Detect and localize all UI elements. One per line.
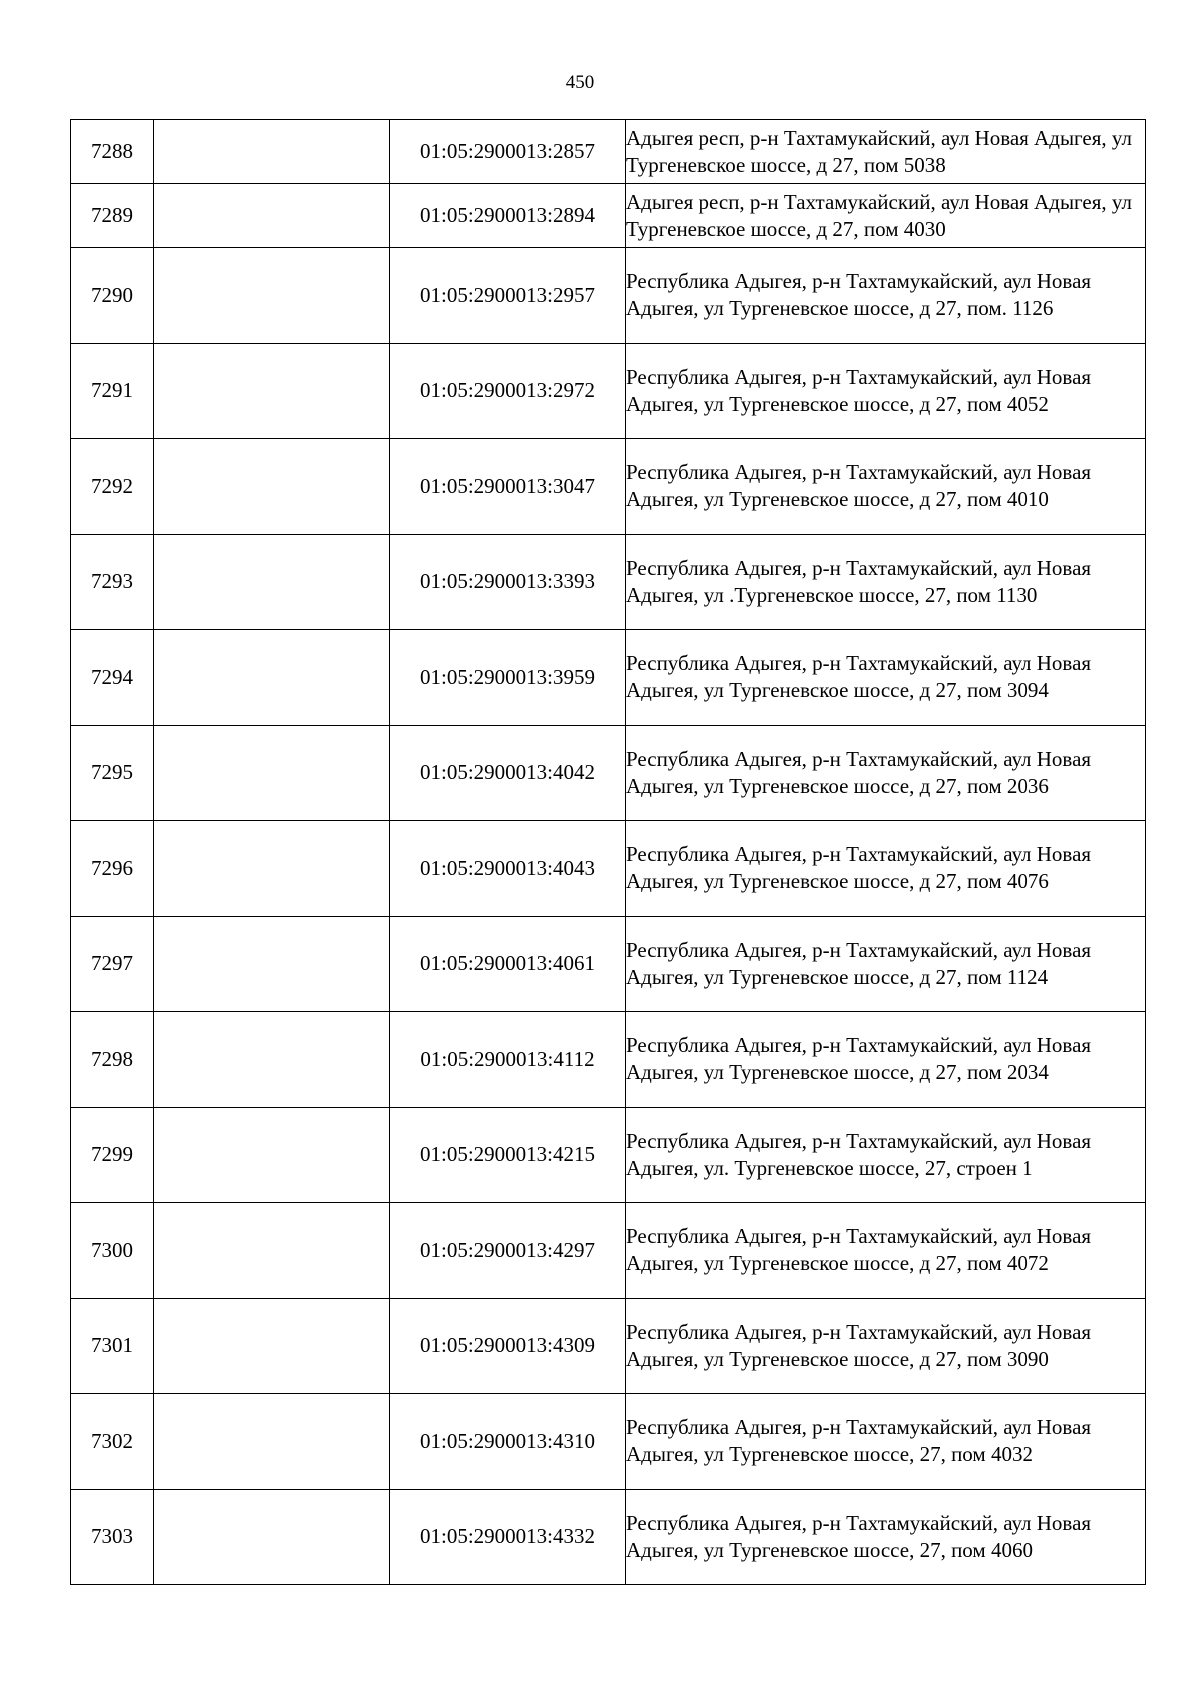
cadastral-number: 01:05:2900013:4332 <box>390 1489 626 1585</box>
cadastral-number: 01:05:2900013:4309 <box>390 1298 626 1394</box>
address: Адыгея респ, р-н Тахтамукайский, аул Новая Адыгея, ул Тургеневское шоссе, д 27, пом 4030 <box>626 184 1146 248</box>
address: Республика Адыгея, р-н Тахтамукайский, аул Новая Адыгея, ул Тургеневское шоссе, д 27, пом 4010 <box>626 439 1146 535</box>
address: Республика Адыгея, р-н Тахтамукайский, аул Новая Адыгея, ул Тургеневское шоссе, 27, пом 4032 <box>626 1394 1146 1490</box>
empty-cell <box>154 439 390 535</box>
table-row <box>71 821 1146 917</box>
table-row <box>71 184 1146 248</box>
row-number: 7295 <box>71 725 154 821</box>
empty-cell <box>154 1012 390 1108</box>
address: Республика Адыгея, р-н Тахтамукайский, аул Новая Адыгея, ул Тургеневское шоссе, д 27, пом 4072 <box>626 1203 1146 1299</box>
row-number: 7300 <box>71 1203 154 1299</box>
property-table <box>70 119 1146 1585</box>
address: Республика Адыгея, р-н Тахтамукайский, аул Новая Адыгея, ул Тургеневское шоссе, д 27, пом. 1126 <box>626 248 1146 344</box>
address: Республика Адыгея, р-н Тахтамукайский, аул Новая Адыгея, ул Тургеневское шоссе, д 27, пом 3094 <box>626 630 1146 726</box>
address: Республика Адыгея, р-н Тахтамукайский, аул Новая Адыгея, ул Тургеневское шоссе, д 27, пом 4076 <box>626 821 1146 917</box>
table-row <box>71 1012 1146 1108</box>
row-number: 7289 <box>71 184 154 248</box>
page-number: 450 <box>565 72 595 93</box>
table-row <box>71 1489 1146 1585</box>
table-row <box>71 1298 1146 1394</box>
table-row <box>71 439 1146 535</box>
address: Адыгея респ, р-н Тахтамукайский, аул Новая Адыгея, ул Тургеневское шоссе, д 27, пом 5038 <box>626 120 1146 184</box>
cadastral-number: 01:05:2900013:4297 <box>390 1203 626 1299</box>
empty-cell <box>154 1394 390 1490</box>
empty-cell <box>154 1107 390 1203</box>
row-number: 7292 <box>71 439 154 535</box>
empty-cell <box>154 821 390 917</box>
cadastral-number: 01:05:2900013:4215 <box>390 1107 626 1203</box>
empty-cell <box>154 725 390 821</box>
row-number: 7302 <box>71 1394 154 1490</box>
row-number: 7303 <box>71 1489 154 1585</box>
address: Республика Адыгея, р-н Тахтамукайский, аул Новая Адыгея, ул Тургеневское шоссе, д 27, пом 3090 <box>626 1298 1146 1394</box>
empty-cell <box>154 120 390 184</box>
row-number: 7296 <box>71 821 154 917</box>
table-row <box>71 630 1146 726</box>
table-row <box>71 248 1146 344</box>
empty-cell <box>154 916 390 1012</box>
cadastral-number: 01:05:2900013:4042 <box>390 725 626 821</box>
cadastral-number: 01:05:2900013:2894 <box>390 184 626 248</box>
empty-cell <box>154 1203 390 1299</box>
cadastral-number: 01:05:2900013:2957 <box>390 248 626 344</box>
cadastral-number: 01:05:2900013:4043 <box>390 821 626 917</box>
address: Республика Адыгея, р-н Тахтамукайский, аул Новая Адыгея, ул Тургеневское шоссе, д 27, пом 2036 <box>626 725 1146 821</box>
cadastral-number: 01:05:2900013:3959 <box>390 630 626 726</box>
empty-cell <box>154 1298 390 1394</box>
table-row <box>71 120 1146 184</box>
address: Республика Адыгея, р-н Тахтамукайский, аул Новая Адыгея, ул .Тургеневское шоссе, 27, пом 1130 <box>626 534 1146 630</box>
empty-cell <box>154 343 390 439</box>
empty-cell <box>154 248 390 344</box>
table-row <box>71 1394 1146 1490</box>
table-row <box>71 534 1146 630</box>
empty-cell <box>154 630 390 726</box>
cadastral-number: 01:05:2900013:4310 <box>390 1394 626 1490</box>
cadastral-number: 01:05:2900013:2857 <box>390 120 626 184</box>
row-number: 7291 <box>71 343 154 439</box>
address: Республика Адыгея, р-н Тахтамукайский, аул Новая Адыгея, ул Тургеневское шоссе, 27, пом 4060 <box>626 1489 1146 1585</box>
row-number: 7298 <box>71 1012 154 1108</box>
table-row <box>71 1107 1146 1203</box>
row-number: 7288 <box>71 120 154 184</box>
table-row <box>71 343 1146 439</box>
cadastral-number: 01:05:2900013:3047 <box>390 439 626 535</box>
cadastral-number: 01:05:2900013:2972 <box>390 343 626 439</box>
cadastral-number: 01:05:2900013:4112 <box>390 1012 626 1108</box>
row-number: 7294 <box>71 630 154 726</box>
cadastral-number: 01:05:2900013:4061 <box>390 916 626 1012</box>
empty-cell <box>154 184 390 248</box>
address: Республика Адыгея, р-н Тахтамукайский, аул Новая Адыгея, ул Тургеневское шоссе, д 27, пом 4052 <box>626 343 1146 439</box>
table-row <box>71 1203 1146 1299</box>
table-row <box>71 725 1146 821</box>
address: Республика Адыгея, р-н Тахтамукайский, аул Новая Адыгея, ул Тургеневское шоссе, д 27, пом 2034 <box>626 1012 1146 1108</box>
cadastral-number: 01:05:2900013:3393 <box>390 534 626 630</box>
empty-cell <box>154 1489 390 1585</box>
row-number: 7290 <box>71 248 154 344</box>
row-number: 7297 <box>71 916 154 1012</box>
row-number: 7299 <box>71 1107 154 1203</box>
table-row <box>71 916 1146 1012</box>
empty-cell <box>154 534 390 630</box>
row-number: 7293 <box>71 534 154 630</box>
row-number: 7301 <box>71 1298 154 1394</box>
address: Республика Адыгея, р-н Тахтамукайский, аул Новая Адыгея, ул Тургеневское шоссе, д 27, пом 1124 <box>626 916 1146 1012</box>
address: Республика Адыгея, р-н Тахтамукайский, аул Новая Адыгея, ул. Тургеневское шоссе, 27, строен 1 <box>626 1107 1146 1203</box>
